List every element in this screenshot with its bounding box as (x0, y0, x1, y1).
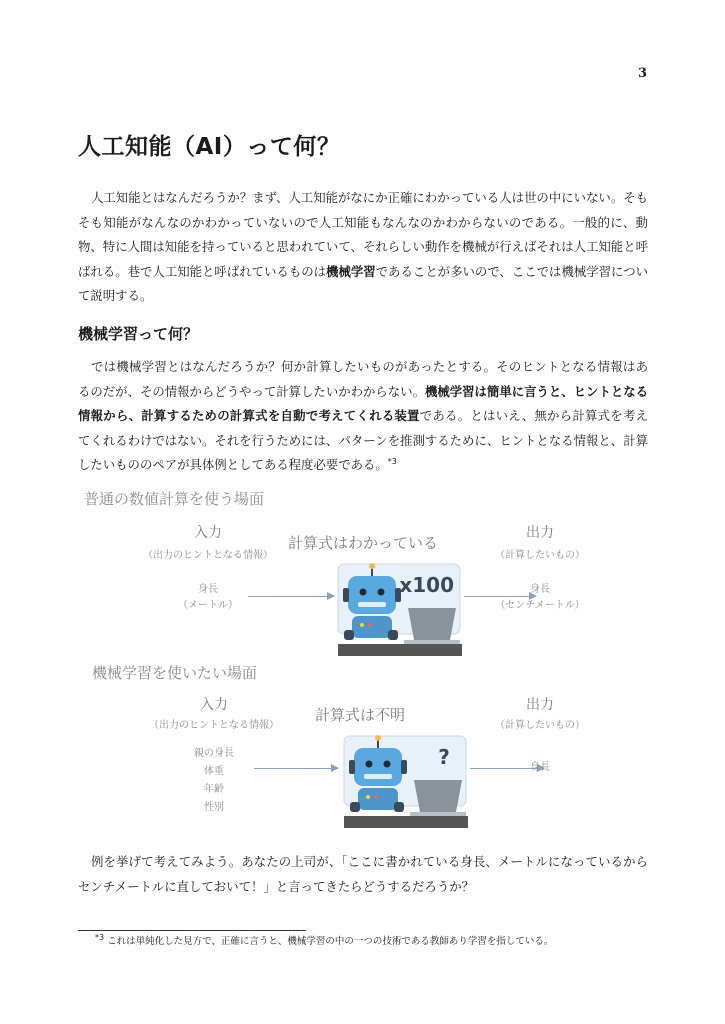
footnote (95, 932, 655, 949)
diagram-heading: 機械学習を使いたい場面 (92, 664, 258, 682)
robot-label: ? (438, 745, 450, 769)
output-title: 出力 (526, 697, 554, 713)
output-subtitle: （計算したいもの） (495, 720, 585, 731)
input-item: 親の身長 (194, 748, 234, 759)
chapter-title: 人工知能（AI）って何？ (78, 134, 341, 160)
input-item: （メートル） (178, 600, 238, 611)
arrow-in (254, 768, 338, 769)
center-title: 計算式は不明 (314, 706, 405, 724)
output-subtitle: （計算したいもの） (495, 550, 585, 561)
footnote-divider (78, 930, 306, 931)
output-item: （センチメートル） (495, 600, 585, 611)
diagram-machine-learning (78, 662, 648, 842)
input-title: 入力 (194, 525, 222, 541)
diagram-heading: 普通の数値計算を使う場面 (84, 490, 265, 508)
input-title: 入力 (200, 697, 228, 713)
section-title: 機械学習って何？ (78, 325, 199, 343)
center-title: 計算式はわかっている (287, 534, 438, 552)
output-item: 身長 (530, 762, 550, 773)
paragraph-intro: 人工知能とはなんだろうか？まず、人工知能がなにか正確にわかっている人は世の中にいない。そもそも知能がなんなのかわかっていないので人工知能もなんなのかわからないのである。一般的に、動物、特に人間は知能を持っていると思われていて、それらしい動作を機械が行えばそれは人工知能と呼ばれる。巷で人工知能と呼ばれているものは機械学習であることが多いので、ここでは機械学習について説明する。 (78, 190, 648, 304)
robot-illustration (334, 562, 464, 658)
footnote-ref[interactable]: *3 (387, 457, 397, 467)
output-item: 身長 (530, 584, 550, 595)
page-number: 3 (637, 66, 647, 81)
footnote-mark: *3 (95, 932, 105, 942)
input-item: 身長 (198, 584, 218, 595)
input-subtitle: （出力のヒントとなる情報） (143, 550, 273, 561)
paragraph-example: 例を挙げて考えてみよう。あなたの上司が、「ここに書かれている身長、メートルになっているからセンチメートルに直しておいて！」と言ってきたらどうするだろうか？ (78, 854, 648, 894)
input-item: 体重 (204, 766, 224, 777)
arrow-in (248, 596, 334, 597)
diagram-normal-calculation (78, 488, 648, 658)
footnote-text: これは単純化した見方で、正確に言うと、機械学習の中の一つの技術である教師あり学習を指している。 (107, 936, 554, 947)
paragraph-ml: では機械学習とはなんだろうか？何か計算したいものがあったとする。そのヒントとなる情報はあるのだが、その情報からどうやって計算したいかわからない。機械学習は簡単に言うと、ヒントとなる情報から、計算するための計算式を自動で考えてくれる装置である。とはいえ、無から計算式を考えてくれるわけではない。それを行うためには、パターンを推測するために、ヒントとなる情報と、計算したいもののペアが具体例としてある程度必要である。$^{*3}$ (78, 359, 649, 473)
input-subtitle: （出力のヒントとなる情報） (149, 720, 279, 731)
robot-label: x100 (399, 573, 454, 597)
robot-illustration (340, 734, 470, 830)
output-title: 出力 (526, 525, 554, 541)
bold-term: 機械学習 (326, 263, 376, 279)
input-item: 年齢 (204, 784, 224, 795)
input-item: 性別 (204, 802, 224, 813)
bold-definition: 機械学習は簡単に言うと、ヒントとなる情報から、計算するための計算式を自動で考えてくれる装置 (78, 383, 649, 424)
